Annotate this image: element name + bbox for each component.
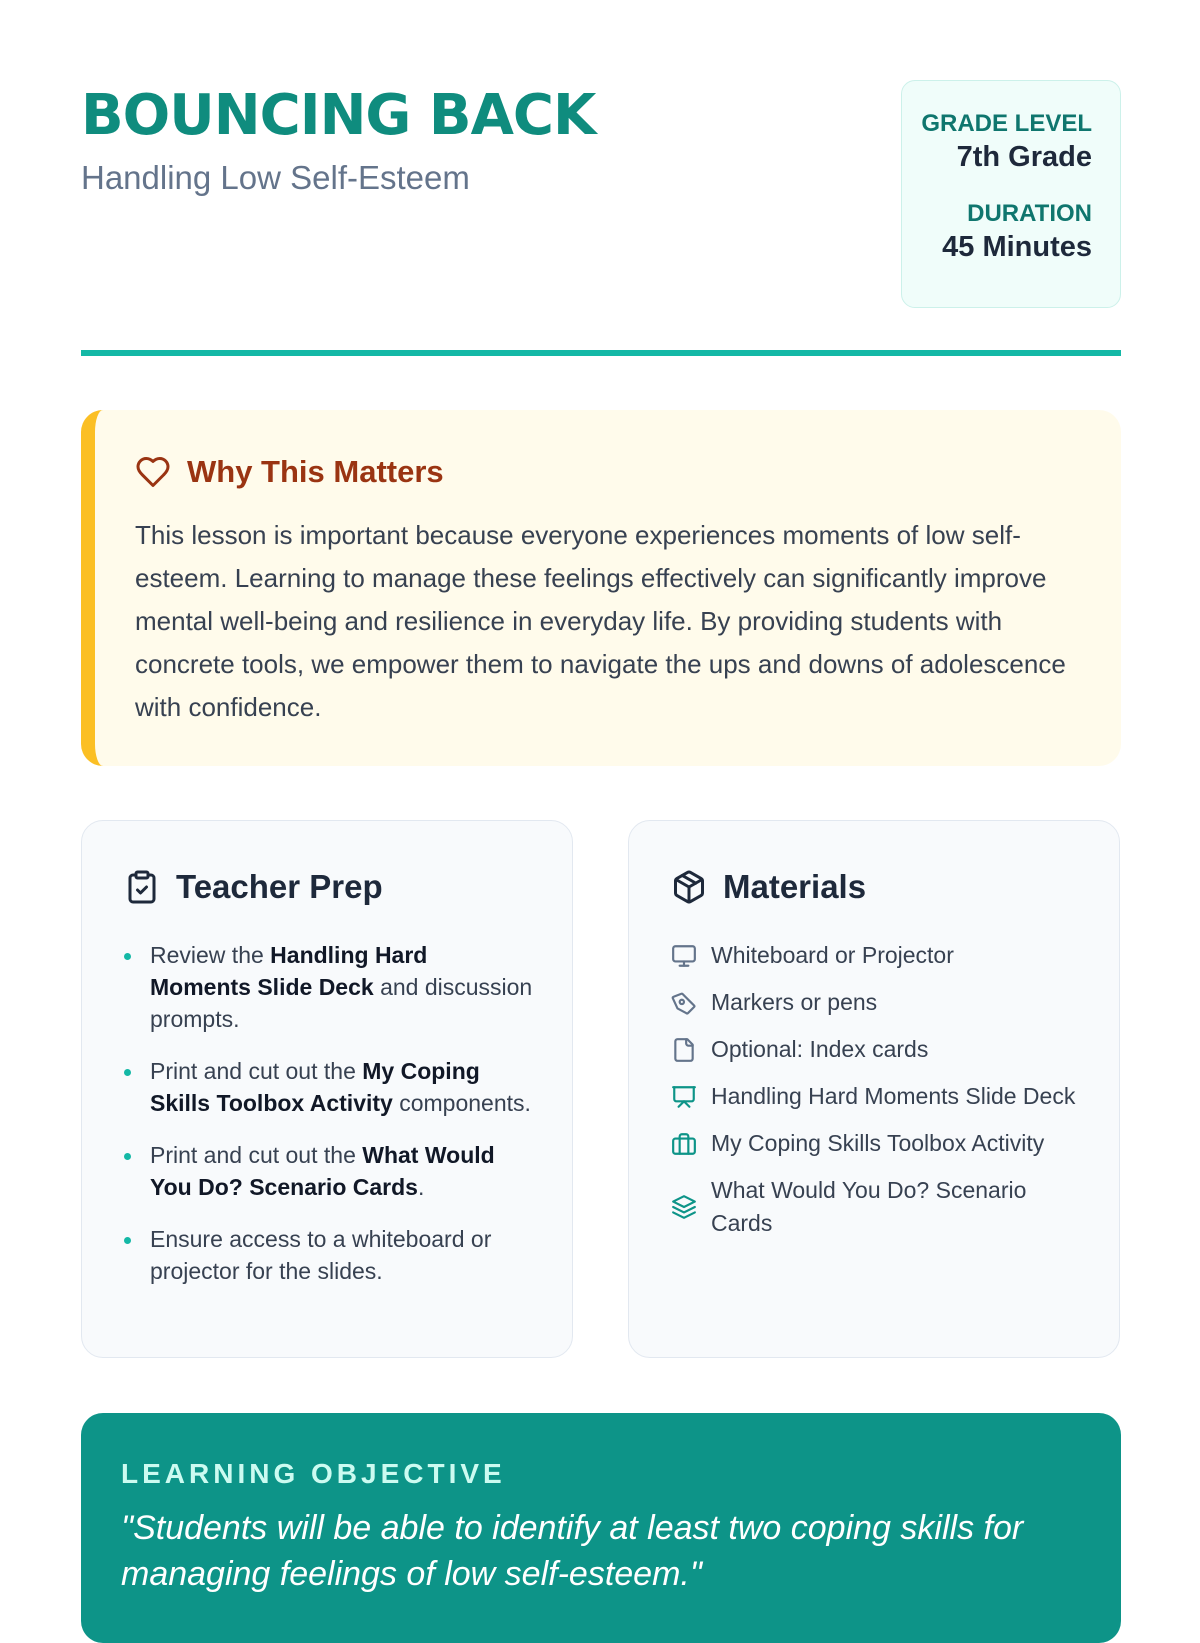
toolbox-icon (671, 1131, 697, 1157)
why-this-matters-header (135, 452, 1081, 492)
prep-item-text: Review the (150, 942, 271, 968)
teacher-prep-title: Teacher Prep (176, 868, 383, 905)
teacher-prep-header (124, 865, 534, 909)
pen-tool-icon (671, 990, 697, 1016)
material-label: Handling Hard Moments Slide Deck (711, 1083, 1076, 1109)
list-item (671, 1080, 1081, 1113)
prep-item-text: Print and cut out the (150, 1058, 363, 1084)
grade-level-value: 7th Grade (956, 141, 1092, 173)
material-label: Whiteboard or Projector (711, 942, 954, 968)
heart-icon (135, 454, 171, 490)
list-item (671, 1033, 1081, 1066)
teacher-prep-card (81, 820, 573, 1358)
teacher-prep-list (124, 939, 534, 1287)
prep-item-text: Print and cut out the (150, 1142, 363, 1168)
presentation-icon (671, 1084, 697, 1110)
material-label: Markers or pens (711, 989, 878, 1015)
why-this-matters-title: Why This Matters (187, 454, 444, 489)
list-item (124, 939, 534, 1035)
materials-title: Materials (723, 868, 867, 905)
materials-header (671, 865, 1081, 909)
duration-label: DURATION (967, 200, 1092, 227)
list-item (124, 1055, 534, 1119)
bullet-dot (124, 1153, 131, 1160)
prep-item-text: and discussion prompts. (150, 974, 533, 1032)
bullet-dot (124, 1237, 131, 1244)
file-icon (671, 1037, 697, 1063)
learning-objective-banner (81, 1413, 1121, 1643)
bullet-dot (124, 1069, 131, 1076)
duration-value: 45 Minutes (942, 231, 1092, 263)
page-subtitle: Handling Low Self-Esteem (81, 159, 470, 196)
materials-list (671, 939, 1081, 1240)
prep-item-bold: What Would You Do? Scenario Cards (150, 1142, 495, 1200)
list-item (671, 1127, 1081, 1160)
lesson-page (81, 0, 1121, 1593)
prep-item-text: . (417, 1174, 425, 1200)
why-this-matters-callout (81, 410, 1121, 766)
page-title: BOUNCING BACK (81, 83, 596, 148)
prep-item-text: components. (392, 1090, 531, 1116)
list-item (124, 1223, 534, 1287)
list-item (124, 1139, 534, 1203)
layers-icon (671, 1194, 697, 1220)
prep-item-bold: My Coping Skills Toolbox Activity (150, 1058, 480, 1116)
materials-card (628, 820, 1120, 1358)
material-label: What Would You Do? Scenario Cards (711, 1177, 1027, 1236)
material-label: Optional: Index cards (711, 1036, 929, 1062)
package-icon (671, 869, 707, 905)
monitor-icon (671, 943, 697, 969)
clipboard-check-icon (124, 869, 160, 905)
grade-level-label: GRADE LEVEL (921, 110, 1092, 137)
lesson-meta-card (901, 80, 1121, 308)
why-this-matters-text: This lesson is important because everyone experiences moments of low self-esteem. Learning to manage these feelings effectively can significantly improve mental well-being and resilience in everyday life. By providing students with concrete tools, we empower them to navigate the ups and downs of adolescence with confidence. (135, 520, 1066, 722)
prep-item-bold: Handling Hard Moments Slide Deck (150, 942, 428, 1000)
bullet-dot (124, 953, 131, 960)
list-item (671, 1174, 1081, 1240)
header-divider (81, 350, 1121, 356)
list-item (671, 986, 1081, 1019)
list-item (671, 939, 1081, 972)
learning-objective-label: LEARNING OBJECTIVE (121, 1458, 506, 1489)
learning-objective-text: "Students will be able to identify at least two coping skills for managing feelings of low self-esteem." (121, 1509, 1024, 1593)
prep-item-text: Ensure access to a whiteboard or projector for the slides. (150, 1226, 492, 1284)
material-label: My Coping Skills Toolbox Activity (711, 1130, 1045, 1156)
lesson-header (81, 0, 1121, 350)
